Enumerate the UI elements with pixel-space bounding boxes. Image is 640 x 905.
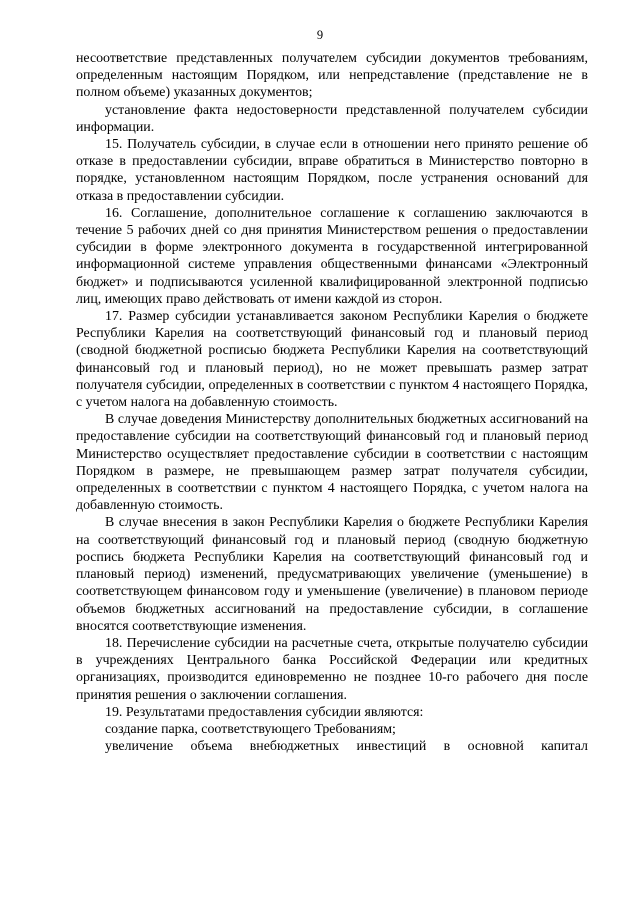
paragraph: В случае внесения в закон Республики Карелия о бюджете Республики Карелия на соответствующий финансовый год и плановый период (сводную бюджетную роспись бюджета Республики Карелия на соответствующий финансовый год и плановый период) изменений, предусматривающих увеличение (уменьшение) в соответствующем финансовом году и уменьшение (увеличение) в плановом периоде объемов бюджетных ассигнований на предоставление субсидии, в соглашение вносятся соответствующие изменения. — [76, 515, 588, 634]
paragraph-clause-15: 15. Получатель субсидии, в случае если в отношении него принято решение об отказе в предоставлении субсидии, вправе обратиться в Министерство повторно в порядке, установленном настоящим Порядком, после устранения оснований для отказа в предоставлении субсидии. — [76, 137, 588, 204]
list-item: увеличение объема внебюджетных инвестиций в основной капитал — [105, 739, 588, 755]
paragraph-clause-19: 19. Результатами предоставления субсидии являются: — [105, 704, 424, 720]
paragraph-continuation: несоответствие представленных получателем субсидии документов требованиям, определенным настоящим Порядком, или непредставление (представление не в полном объеме) указанных документов; — [76, 51, 588, 101]
paragraph: установление факта недостоверности представленной получателем субсидии информации. — [76, 102, 588, 135]
list-item: создание парка, соответствующего Требованиям; — [105, 721, 396, 737]
page-body — [76, 50, 588, 755]
paragraph-clause-16: 16. Соглашение, дополнительное соглашение к соглашению заключаются в течение 5 рабочих дней со дня принятия Министерством решения о предоставлении субсидии в форме электронного документа в государственной интегрированной информационной системе управления общественными финансами «Электронный бюджет» и подписываются усиленной квалифицированной электронной подписью лиц, имеющих право действовать от имени каждой из сторон. — [76, 205, 588, 307]
page-number: 9 — [316, 28, 324, 42]
paragraph-clause-18: 18. Перечисление субсидии на расчетные счета, открытые получателю субсидии в учреждениях Центрального банка Российской Федерации или кредитных организациях, производится единовременно не позднее 10-го рабочего дня после принятия решения о заключении соглашения. — [76, 635, 588, 703]
paragraph-clause-17: 17. Размер субсидии устанавливается законом Республики Карелия о бюджете Республики Карелия на соответствующий финансовый год и плановый период (сводной бюджетной росписью бюджета Республики Карелия на соответствующий финансовый год и плановый период), но не может превышать размер затрат получателя субсидии, определенных в соответствии с пунктом 4 настоящего Порядка, с учетом налога на добавленную стоимость. — [76, 309, 588, 411]
paragraph: В случае доведения Министерству дополнительных бюджетных ассигнований на предоставление субсидии на соответствующий финансовый год и плановый период Министерство осуществляет предоставление субсидии в соответствии с настоящим Порядком в размере, не превышающем размер затрат получателя субсидии, определенных в соответствии с пунктом 4 настоящего Порядка, с учетом налога на добавленную стоимость. — [76, 412, 588, 514]
